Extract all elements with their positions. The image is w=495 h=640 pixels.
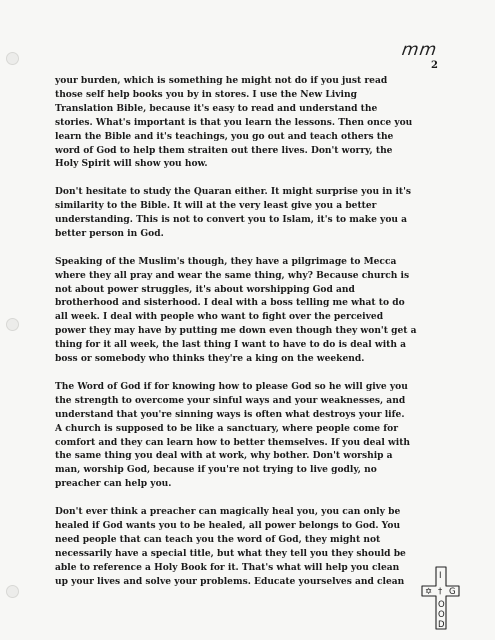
text-line: stories. What's important is that you learn the lessons. Then once you [55, 116, 413, 128]
binder-hole [6, 318, 19, 331]
text-line: understand that you're sinning ways is often what destroys your life. [55, 408, 405, 420]
cross-letter-lower: O [438, 610, 445, 620]
text-line: up your lives and solve your problems. Educate yourselves and clean [55, 575, 405, 587]
text-line: the strength to overcome your sinful ways and your weaknesses, and [55, 394, 406, 406]
cross-drawing [420, 566, 460, 630]
text-line: Speaking of the Muslim's though, they have a pilgrimage to Mecca [55, 255, 397, 267]
small-cross-icon: † [438, 587, 443, 597]
text-line: necessarily have a special title, but what they tell you they should be [55, 547, 406, 559]
paragraph [55, 74, 455, 171]
paragraph [55, 380, 455, 491]
text-line: learn the Bible and it's teachings, you go out and teach others the [55, 130, 394, 142]
text-line: A church is supposed to be like a sanctuary, where people come for [55, 422, 399, 434]
text-line: thing for it all week, the last thing I want to have to do is deal with a [55, 339, 407, 351]
handwritten-initials: mm [400, 40, 439, 60]
text-line: all week. I deal with people who want to fight over the perceived [55, 311, 384, 323]
text-line: understanding. This is not to convert you to Islam, it's to make you a [55, 214, 408, 226]
text-line: where they all pray and wear the same thing, why? Because church is [55, 269, 410, 281]
text-line: Translation Bible, because it's easy to read and understand the [55, 102, 378, 114]
text-line: Don't ever think a preacher can magically heal you, you can only be [55, 506, 401, 518]
star-of-david-icon: ✡ [425, 587, 433, 597]
text-line: comfort and they can learn how to better themselves. If you deal with [55, 436, 411, 448]
text-line: similarity to the Bible. It will at the very least give you a better [55, 200, 377, 212]
text-line: the same thing you deal with at work, why bother. Don't worship a [55, 450, 393, 462]
text-line: Holy Spirit will show you how. [55, 158, 208, 170]
text-line: power they may have by putting me down even though they won't get a [55, 325, 417, 337]
text-line: need people that can teach you the word of God, they might not [55, 533, 381, 545]
paragraph [55, 255, 455, 366]
text-line: better person in God. [55, 227, 164, 239]
text-line: able to reference a Holy Book for it. That's what will help you clean [55, 561, 400, 573]
text-line: your burden, which is something he might not do if you just read [55, 75, 388, 86]
text-line: The Word of God if for knowing how to please God so he will give you [55, 380, 408, 392]
text-line: word of God to help them straiten out there lives. Don't worry, the [55, 144, 393, 156]
paragraph [55, 185, 455, 241]
page-number: 2 [431, 60, 438, 71]
binder-hole [6, 585, 19, 598]
body-text [55, 74, 455, 602]
cross-letter-lower: O [438, 600, 445, 610]
paragraph [55, 505, 455, 588]
text-line: not about power struggles, it's about worshipping God and [55, 283, 355, 295]
text-line: healed if God wants you to be healed, all power belongs to God. You [55, 519, 401, 531]
binder-hole [6, 52, 19, 65]
text-line: brotherhood and sisterhood. I deal with a boss telling me what to do [55, 297, 405, 309]
text-line: boss or somebody who thinks they're a king on the weekend. [55, 353, 365, 365]
text-line: Don't hesitate to study the Quaran either. It might surprise you in it's [55, 186, 412, 198]
cross-letter-right: G [449, 587, 456, 597]
cross-letter-lower: D [438, 620, 445, 630]
hand-drawn-cross [420, 566, 460, 630]
text-line: those self help books you by in stores. I use the New Living [55, 88, 357, 100]
text-line: preacher can help you. [55, 478, 172, 490]
text-line: man, worship God, because if you're not trying to live godly, no [55, 464, 377, 476]
cross-letter-top: I [439, 571, 442, 581]
